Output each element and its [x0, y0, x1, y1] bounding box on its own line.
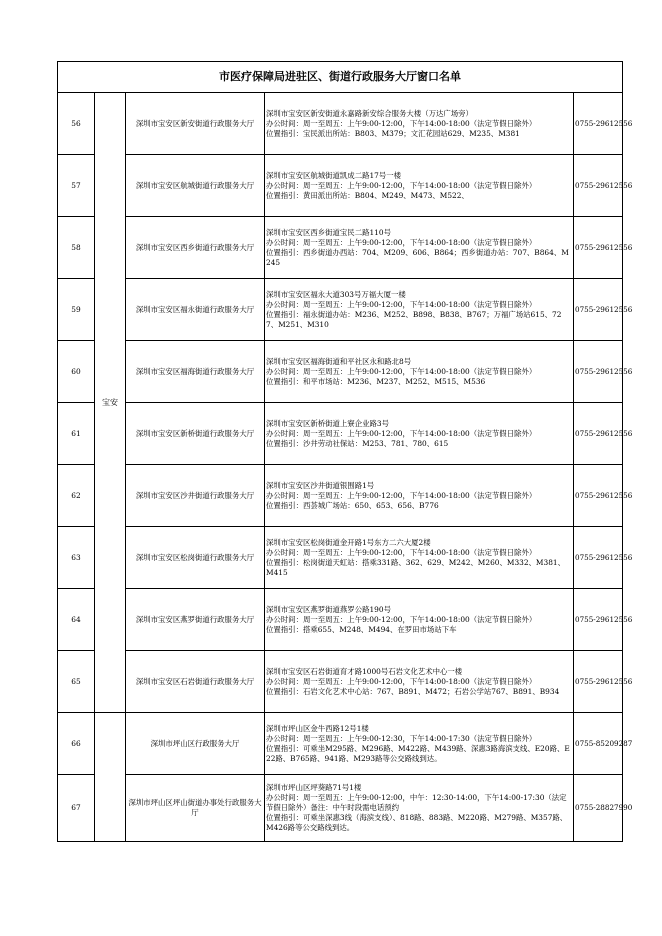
- hall-name: 深圳市宝安区新桥街道行政服务大厅: [126, 403, 265, 465]
- hall-hours: 办公时间：周一至周五：上午9:00-12:00，下午14:00-18:00（法定节假日除外）: [266, 614, 537, 624]
- hall-phone: 0755-29612556: [574, 155, 623, 217]
- hall-name: 深圳市宝安区沙井街道行政服务大厅: [126, 465, 265, 527]
- hall-phone: 0755-29612556: [574, 93, 623, 155]
- hall-details: [265, 341, 574, 403]
- hall-name: 深圳市宝安区松岗街道行政服务大厅: [126, 527, 265, 589]
- hall-addr: 深圳市宝安区西乡街道宝民二路110号: [266, 227, 391, 237]
- district-cell: 宝安: [95, 93, 126, 713]
- table-row: [58, 465, 623, 527]
- row-number: 63: [58, 527, 95, 589]
- hall-name: 深圳市宝安区福永街道行政服务大厅: [126, 279, 265, 341]
- hall-guide: 位置指引：宝民派出所站：B803、M379；文汇花园站629、M235、M381: [266, 128, 520, 138]
- hall-name: 深圳市坪山区行政服务大厅: [126, 713, 265, 775]
- row-number: 59: [58, 279, 95, 341]
- hall-details: [265, 403, 574, 465]
- hall-details: [265, 651, 574, 713]
- hall-guide: 位置指引：福永街道办站：M236、M252、B898、B838、B767；万福广场站615、727、M251、M310: [266, 309, 562, 329]
- hall-name: 深圳市坪山区坪山街道办事处行政服务大厅: [126, 775, 265, 842]
- row-number: 64: [58, 589, 95, 651]
- table-row: [58, 217, 623, 279]
- hall-guide: 位置指引：西荟城广场站：650、653、656、B776: [266, 500, 439, 510]
- district-cell: [95, 713, 126, 842]
- hall-phone: 0755-29612556: [574, 527, 623, 589]
- hall-addr: 深圳市宝安区新安街道永嘉路新安综合服务大楼（万达广场旁）: [266, 108, 473, 118]
- hall-details: [265, 713, 574, 775]
- row-number: 67: [58, 775, 95, 842]
- row-number: 66: [58, 713, 95, 775]
- table-row: [58, 589, 623, 651]
- hall-phone: 0755-29612556: [574, 279, 623, 341]
- hall-name: 深圳市宝安区新安街道行政服务大厅: [126, 93, 265, 155]
- hall-guide: 位置指引：石岩文化艺术中心站：767、B891、M472；石岩公学站767、B891、B934: [266, 686, 560, 696]
- hall-phone: 0755-29612556: [574, 651, 623, 713]
- table-row: [58, 775, 623, 842]
- hall-phone: 0755-29612556: [574, 465, 623, 527]
- hall-name: 深圳市宝安区石岩街道行政服务大厅: [126, 651, 265, 713]
- hall-addr: 深圳市坪山区坪葵路71号1楼: [266, 783, 362, 792]
- hall-details: [265, 527, 574, 589]
- hall-guide: 位置指引：可乘坐深惠3线（海滨支线）、818路、883路、M220路、M279路、M357路、M426路等公交路线到达。: [266, 813, 568, 832]
- hall-phone: 0755-29612556: [574, 341, 623, 403]
- hall-hours: 办公时间：周一至周五：上午9:00-12:00，下午14:00-18:00（法定节假日除外）: [266, 547, 537, 557]
- hall-addr: 深圳市宝安区松岗街道金开路1号东方二六大厦2楼: [266, 537, 431, 547]
- hall-details: [265, 279, 574, 341]
- hall-addr: 深圳市宝安区航城街道凯成二路17号一楼: [266, 170, 402, 180]
- hall-name: 深圳市宝安区航城街道行政服务大厅: [126, 155, 265, 217]
- hall-details: [265, 465, 574, 527]
- hall-hours: 办公时间：周一至周五：上午9:00-12:00，下午14:00-18:00（法定节假日除外）: [266, 237, 537, 247]
- hall-guide: 位置指引：和平市场站：M236、M237、M252、M515、M536: [266, 376, 486, 386]
- table-row: [58, 527, 623, 589]
- service-hall-table: [57, 61, 633, 842]
- hall-hours: 办公时间：周一至周五：上午9:00-12:00，下午14:00-18:00（法定节假日除外）: [266, 490, 537, 500]
- hall-addr: 深圳市宝安区燕罗街道燕罗公路190号: [266, 604, 391, 614]
- hall-hours: 办公时间：周一至周五：上午9:00-12:00，下午14:00-18:00（法定节假日除外）: [266, 180, 537, 190]
- hall-guide: 位置指引：搭乘655、M248、M494、在罗田市场站下车: [266, 624, 457, 634]
- row-number: 61: [58, 403, 95, 465]
- row-number: 56: [58, 93, 95, 155]
- row-number: 65: [58, 651, 95, 713]
- hall-addr: 深圳市坪山区金牛西路12号1楼: [266, 723, 369, 733]
- table-row: [58, 403, 623, 465]
- hall-guide: 位置指引：黄田派出所站：B804、M249、M473、M522、: [266, 190, 469, 200]
- hall-guide: 位置指引：可乘坐M295路、M296路、M422路、M439路、深惠3路海滨支线、E20路、E22路、B765路、941路、M293路等公交路线到达。: [266, 743, 570, 763]
- hall-addr: 深圳市宝安区福海街道和平社区永和路北8号: [266, 356, 412, 366]
- hall-hours: 办公时间：周一至周五：上午9:00-12:00，下午14:00-18:00（法定节假日除外）: [266, 428, 537, 438]
- hall-hours: 办公时间：周一至周五：上午9:00-12:00，中午：12:30-14:00，下午14:00-17:30（法定节假日除外）备注：中午时段需电话预约: [266, 793, 567, 812]
- row-number: 60: [58, 341, 95, 403]
- hall-phone: 0755-29612556: [574, 217, 623, 279]
- hall-details: [265, 589, 574, 651]
- hall-hours: 办公时间：周一至周五：上午9:00-12:00，下午14:00-18:00（法定节假日除外）: [266, 366, 537, 376]
- hall-guide: 位置指引：松岗街道天虹站：搭乘331路、362、629、M242、M260、M332、M381、M415: [266, 557, 566, 577]
- hall-hours: 办公时间：周一至周五：上午9:00-12:00，下午14:00-18:00（法定节假日除外）: [266, 118, 537, 128]
- table-row: [58, 341, 623, 403]
- hall-addr: 深圳市宝安区福永大道303号万福大厦一楼: [266, 289, 406, 299]
- row-number: 62: [58, 465, 95, 527]
- row-number: 57: [58, 155, 95, 217]
- hall-addr: 深圳市宝安区沙井街道银围路1号: [266, 480, 375, 490]
- hall-name: 深圳市宝安区福海街道行政服务大厅: [126, 341, 265, 403]
- table-title: 市医疗保障局进驻区、街道行政服务大厅窗口名单: [58, 62, 623, 93]
- hall-phone: 0755-28827990: [574, 775, 623, 842]
- hall-details: [265, 217, 574, 279]
- hall-addr: 深圳市宝安区新桥街道上寮企业路3号: [266, 418, 389, 428]
- hall-phone: 0755-29612556: [574, 589, 623, 651]
- table-row: [58, 651, 623, 713]
- hall-hours: 办公时间：周一至周五：上午9:00-12:00，下午14:00-18:00（法定节假日除外）: [266, 299, 537, 309]
- hall-phone: 0755-29612556: [574, 403, 623, 465]
- hall-addr: 深圳市宝安区石岩街道育才路1000号石岩文化艺术中心一楼: [266, 666, 463, 676]
- title-row: [58, 62, 623, 93]
- hall-name: 深圳市宝安区燕罗街道行政服务大厅: [126, 589, 265, 651]
- table-row: [58, 155, 623, 217]
- hall-guide: 位置指引：沙井劳动社保站：M253、781、780、615: [266, 438, 449, 448]
- hall-hours: 办公时间：周一至周五：上午9:00-12:30，下午14:00-17:30（法定节假日除外）: [266, 733, 537, 743]
- hall-details: [265, 155, 574, 217]
- hall-details: [265, 93, 574, 155]
- row-number: 58: [58, 217, 95, 279]
- hall-name: 深圳市宝安区西乡街道行政服务大厅: [126, 217, 265, 279]
- table-row: [58, 713, 623, 775]
- table-row: [58, 279, 623, 341]
- hall-guide: 位置指引：西乡街道办西站：704、M209、606、B864；西乡街道办站：707、B864、M245: [266, 247, 569, 267]
- table-row: [58, 93, 623, 155]
- hall-phone: 0755-85209287: [574, 713, 623, 775]
- hall-hours: 办公时间：周一至周五：上午9:00-12:00，下午14:00-18:00（法定节假日除外）: [266, 676, 537, 686]
- hall-details: [265, 775, 574, 842]
